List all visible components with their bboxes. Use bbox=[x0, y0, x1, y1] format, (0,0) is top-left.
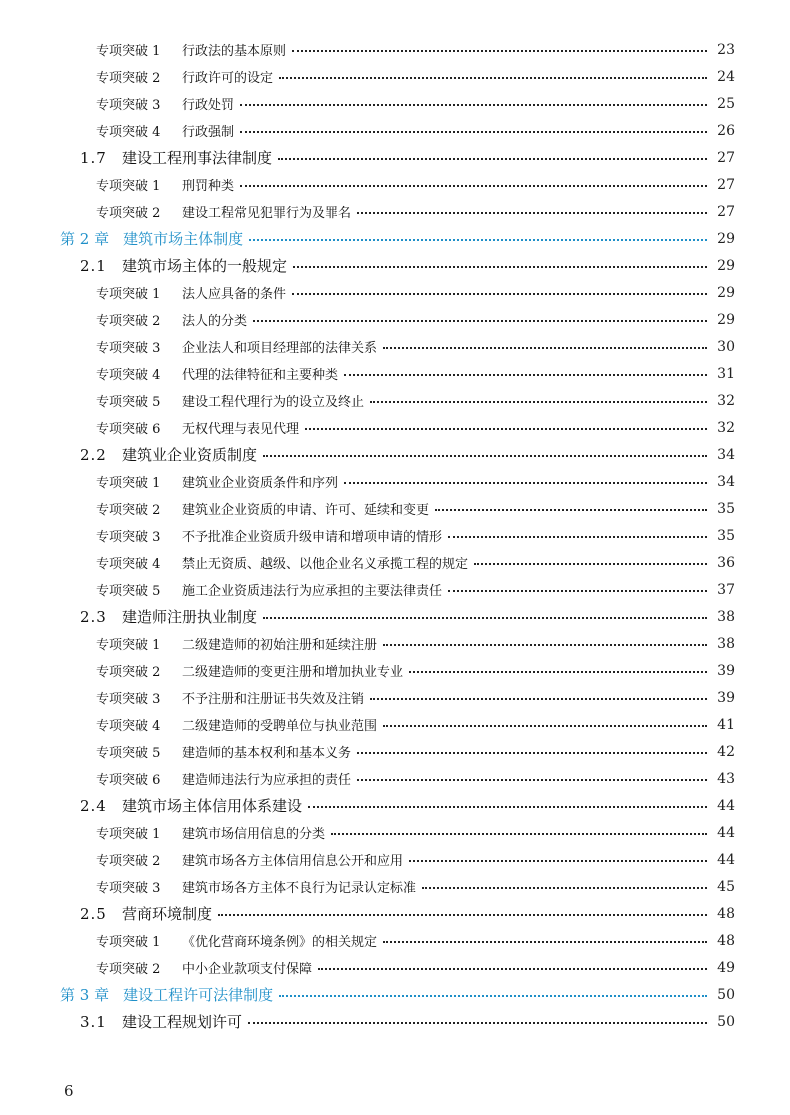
toc-entry-title: 建造师注册执业制度 bbox=[122, 608, 258, 626]
dot-leader bbox=[474, 563, 707, 565]
toc-entry-number: 专项突破 6 bbox=[96, 422, 161, 437]
toc-entry-number: 专项突破 4 bbox=[96, 557, 161, 572]
dot-leader bbox=[409, 860, 707, 862]
toc-entry-page: 23 bbox=[717, 41, 735, 58]
toc-entry-page: 49 bbox=[717, 959, 735, 976]
toc-entry-number: 专项突破 4 bbox=[96, 719, 161, 734]
toc-entry-number: 专项突破 2 bbox=[96, 962, 161, 977]
toc-subsection-entry[interactable] bbox=[60, 846, 735, 873]
dot-leader bbox=[383, 725, 707, 727]
toc-entry-number: 专项突破 2 bbox=[96, 314, 161, 329]
toc-entry-page: 43 bbox=[717, 770, 735, 787]
table-of-contents bbox=[60, 36, 735, 1035]
toc-entry-number: 专项突破 5 bbox=[96, 746, 161, 761]
toc-entry-number: 专项突破 1 bbox=[96, 827, 161, 842]
toc-subsection-entry[interactable] bbox=[60, 657, 735, 684]
dot-leader bbox=[383, 347, 707, 349]
dot-leader bbox=[344, 374, 707, 376]
toc-entry-title: 建筑市场主体的一般规定 bbox=[122, 257, 288, 275]
toc-entry-number: 专项突破 3 bbox=[96, 98, 161, 113]
toc-entry-page: 34 bbox=[717, 473, 735, 490]
toc-entry-number: 2.3 bbox=[80, 607, 107, 626]
toc-entry-title: 建设工程规划许可 bbox=[122, 1013, 243, 1031]
toc-entry-page: 39 bbox=[717, 689, 735, 706]
toc-entry-title: 中小企业款项支付保障 bbox=[182, 962, 313, 977]
toc-subsection-entry[interactable] bbox=[60, 873, 735, 900]
toc-entry-number: 专项突破 2 bbox=[96, 503, 161, 518]
toc-subsection-entry[interactable] bbox=[60, 63, 735, 90]
toc-entry-page: 26 bbox=[717, 122, 735, 139]
toc-entry-number: 2.4 bbox=[80, 796, 107, 815]
toc-subsection-entry[interactable] bbox=[60, 819, 735, 846]
toc-entry-number: 专项突破 3 bbox=[96, 341, 161, 356]
toc-section-entry[interactable] bbox=[60, 900, 735, 927]
dot-leader bbox=[292, 50, 707, 52]
toc-entry-number: 1.7 bbox=[80, 148, 107, 167]
toc-entry-title: 建筑市场各方主体不良行为记录认定标准 bbox=[182, 881, 417, 896]
toc-entry-number: 专项突破 1 bbox=[96, 44, 161, 59]
toc-entry-page: 34 bbox=[717, 446, 735, 463]
toc-entry-page: 27 bbox=[717, 176, 735, 193]
toc-entry-page: 29 bbox=[717, 230, 735, 247]
toc-section-entry[interactable] bbox=[60, 603, 735, 630]
toc-entry-number: 专项突破 4 bbox=[96, 125, 161, 140]
toc-entry-title: 建造师的基本权利和基本义务 bbox=[182, 746, 352, 761]
dot-leader bbox=[370, 401, 707, 403]
toc-entry-page: 32 bbox=[717, 392, 735, 409]
toc-subsection-entry[interactable] bbox=[60, 306, 735, 333]
toc-subsection-entry[interactable] bbox=[60, 711, 735, 738]
toc-section-entry[interactable] bbox=[60, 441, 735, 468]
dot-leader bbox=[279, 77, 707, 79]
dot-leader bbox=[292, 293, 707, 295]
dot-leader bbox=[263, 617, 707, 619]
toc-entry-title: 代理的法律特征和主要种类 bbox=[182, 368, 339, 383]
toc-entry-title: 法人应具备的条件 bbox=[182, 287, 287, 302]
toc-entry-title: 行政强制 bbox=[182, 125, 235, 140]
toc-section-entry[interactable] bbox=[60, 792, 735, 819]
toc-entry-number: 专项突破 1 bbox=[96, 179, 161, 194]
toc-subsection-entry[interactable] bbox=[60, 765, 735, 792]
toc-entry-page: 50 bbox=[717, 986, 735, 1003]
toc-section-entry[interactable] bbox=[60, 252, 735, 279]
dot-leader bbox=[357, 752, 707, 754]
dot-leader bbox=[344, 482, 707, 484]
dot-leader bbox=[249, 239, 707, 241]
toc-entry-number: 专项突破 2 bbox=[96, 206, 161, 221]
toc-entry-number: 专项突破 2 bbox=[96, 71, 161, 86]
toc-section-entry[interactable] bbox=[60, 1008, 735, 1035]
dot-leader bbox=[279, 995, 707, 997]
toc-entry-title: 二级建造师的受聘单位与执业范围 bbox=[182, 719, 378, 734]
toc-subsection-entry[interactable] bbox=[60, 495, 735, 522]
toc-entry-page: 45 bbox=[717, 878, 735, 895]
dot-leader bbox=[331, 833, 707, 835]
toc-entry-title: 建筑市场主体制度 bbox=[123, 230, 244, 248]
toc-entry-page: 29 bbox=[717, 311, 735, 328]
toc-entry-title: 二级建造师的初始注册和延续注册 bbox=[182, 638, 378, 653]
dot-leader bbox=[308, 806, 707, 808]
toc-entry-title: 不予批准企业资质升级申请和增项申请的情形 bbox=[182, 530, 443, 545]
dot-leader bbox=[240, 185, 707, 187]
dot-leader bbox=[218, 914, 707, 916]
toc-entry-number: 专项突破 1 bbox=[96, 638, 161, 653]
toc-entry-number: 2.2 bbox=[80, 445, 107, 464]
toc-entry-page: 35 bbox=[717, 500, 735, 517]
dot-leader bbox=[370, 698, 707, 700]
toc-entry-page: 38 bbox=[717, 608, 735, 625]
toc-entry-title: 行政法的基本原则 bbox=[182, 44, 287, 59]
toc-entry-number: 专项突破 4 bbox=[96, 368, 161, 383]
toc-entry-page: 41 bbox=[717, 716, 735, 733]
dot-leader bbox=[357, 779, 707, 781]
toc-subsection-entry[interactable] bbox=[60, 684, 735, 711]
toc-entry-title: 建筑市场主体信用体系建设 bbox=[122, 797, 303, 815]
toc-entry-number: 专项突破 2 bbox=[96, 665, 161, 680]
toc-entry-number: 专项突破 2 bbox=[96, 854, 161, 869]
toc-entry-page: 44 bbox=[717, 851, 735, 868]
dot-leader bbox=[409, 671, 707, 673]
toc-chapter-entry[interactable] bbox=[60, 981, 735, 1008]
toc-subsection-entry[interactable] bbox=[60, 36, 735, 63]
toc-entry-title: 刑罚种类 bbox=[182, 179, 235, 194]
toc-subsection-entry[interactable] bbox=[60, 522, 735, 549]
toc-entry-page: 24 bbox=[717, 68, 735, 85]
toc-entry-title: 行政处罚 bbox=[182, 98, 235, 113]
dot-leader bbox=[448, 590, 707, 592]
toc-entry-title: 建筑业企业资质的申请、许可、延续和变更 bbox=[182, 503, 430, 518]
toc-entry-number: 专项突破 1 bbox=[96, 935, 161, 950]
toc-entry-page: 32 bbox=[717, 419, 735, 436]
toc-entry-page: 50 bbox=[717, 1013, 735, 1030]
toc-entry-number: 专项突破 3 bbox=[96, 692, 161, 707]
toc-entry-title: 不予注册和注册证书失效及注销 bbox=[182, 692, 365, 707]
toc-entry-title: 施工企业资质违法行为应承担的主要法律责任 bbox=[182, 584, 443, 599]
toc-subsection-entry[interactable] bbox=[60, 549, 735, 576]
toc-entry-page: 48 bbox=[717, 905, 735, 922]
dot-leader bbox=[240, 104, 707, 106]
toc-entry-page: 48 bbox=[717, 932, 735, 949]
toc-entry-title: 建筑业企业资质制度 bbox=[122, 446, 258, 464]
toc-entry-page: 27 bbox=[717, 149, 735, 166]
toc-entry-title: 建设工程许可法律制度 bbox=[123, 986, 274, 1004]
toc-entry-number: 专项突破 6 bbox=[96, 773, 161, 788]
toc-subsection-entry[interactable] bbox=[60, 117, 735, 144]
dot-leader bbox=[422, 887, 707, 889]
dot-leader bbox=[448, 536, 707, 538]
toc-entry-page: 25 bbox=[717, 95, 735, 112]
toc-entry-page: 38 bbox=[717, 635, 735, 652]
toc-subsection-entry[interactable] bbox=[60, 279, 735, 306]
toc-entry-title: 企业法人和项目经理部的法律关系 bbox=[182, 341, 378, 356]
toc-subsection-entry[interactable] bbox=[60, 387, 735, 414]
toc-subsection-entry[interactable] bbox=[60, 738, 735, 765]
toc-entry-title: 建筑市场信用信息的分类 bbox=[182, 827, 326, 842]
toc-entry-number: 第 3 章 bbox=[60, 986, 110, 1004]
toc-entry-number: 专项突破 5 bbox=[96, 584, 161, 599]
toc-entry-number: 专项突破 1 bbox=[96, 476, 161, 491]
toc-entry-title: 建设工程刑事法律制度 bbox=[122, 149, 273, 167]
toc-subsection-entry[interactable] bbox=[60, 468, 735, 495]
toc-entry-page: 29 bbox=[717, 257, 735, 274]
toc-subsection-entry[interactable] bbox=[60, 360, 735, 387]
dot-leader bbox=[305, 428, 707, 430]
toc-entry-page: 44 bbox=[717, 824, 735, 841]
dot-leader bbox=[357, 212, 707, 214]
toc-subsection-entry[interactable] bbox=[60, 333, 735, 360]
toc-subsection-entry[interactable] bbox=[60, 927, 735, 954]
dot-leader bbox=[383, 644, 707, 646]
toc-entry-page: 36 bbox=[717, 554, 735, 571]
dot-leader bbox=[278, 158, 707, 160]
toc-entry-page: 42 bbox=[717, 743, 735, 760]
dot-leader bbox=[240, 131, 707, 133]
toc-entry-title: 建筑业企业资质条件和序列 bbox=[182, 476, 339, 491]
toc-entry-title: 无权代理与表见代理 bbox=[182, 422, 300, 437]
toc-entry-number: 专项突破 5 bbox=[96, 395, 161, 410]
toc-entry-page: 31 bbox=[717, 365, 735, 382]
toc-entry-page: 27 bbox=[717, 203, 735, 220]
dot-leader bbox=[263, 455, 707, 457]
dot-leader bbox=[293, 266, 707, 268]
toc-entry-title: 营商环境制度 bbox=[122, 905, 213, 923]
toc-subsection-entry[interactable] bbox=[60, 576, 735, 603]
toc-entry-page: 30 bbox=[717, 338, 735, 355]
dot-leader bbox=[318, 968, 707, 970]
toc-entry-title: 禁止无资质、越级、以他企业名义承揽工程的规定 bbox=[182, 557, 469, 572]
dot-leader bbox=[253, 320, 707, 322]
toc-entry-number: 专项突破 3 bbox=[96, 881, 161, 896]
toc-entry-title: 建筑市场各方主体信用信息公开和应用 bbox=[182, 854, 404, 869]
toc-subsection-entry[interactable] bbox=[60, 90, 735, 117]
toc-entry-page: 44 bbox=[717, 797, 735, 814]
toc-entry-title: 《优化营商环境条例》的相关规定 bbox=[182, 935, 378, 950]
toc-entry-number: 第 2 章 bbox=[60, 230, 110, 248]
toc-chapter-entry[interactable] bbox=[60, 225, 735, 252]
toc-entry-page: 35 bbox=[717, 527, 735, 544]
toc-subsection-entry[interactable] bbox=[60, 171, 735, 198]
toc-subsection-entry[interactable] bbox=[60, 954, 735, 981]
toc-subsection-entry[interactable] bbox=[60, 414, 735, 441]
dot-leader bbox=[248, 1022, 707, 1024]
toc-entry-title: 法人的分类 bbox=[182, 314, 248, 329]
toc-entry-title: 二级建造师的变更注册和增加执业专业 bbox=[182, 665, 404, 680]
toc-entry-number: 专项突破 3 bbox=[96, 530, 161, 545]
toc-entry-page: 39 bbox=[717, 662, 735, 679]
toc-section-entry[interactable] bbox=[60, 144, 735, 171]
toc-entry-title: 建设工程常见犯罪行为及罪名 bbox=[182, 206, 352, 221]
toc-subsection-entry[interactable] bbox=[60, 630, 735, 657]
toc-entry-number: 2.1 bbox=[80, 256, 107, 275]
toc-entry-page: 29 bbox=[717, 284, 735, 301]
toc-entry-number: 专项突破 1 bbox=[96, 287, 161, 302]
dot-leader bbox=[435, 509, 707, 511]
toc-entry-page: 37 bbox=[717, 581, 735, 598]
dot-leader bbox=[383, 941, 707, 943]
toc-entry-number: 3.1 bbox=[80, 1012, 107, 1031]
page-number: 6 bbox=[64, 1082, 74, 1100]
toc-subsection-entry[interactable] bbox=[60, 198, 735, 225]
toc-entry-title: 行政许可的设定 bbox=[182, 71, 274, 86]
toc-entry-title: 建造师违法行为应承担的责任 bbox=[182, 773, 352, 788]
toc-entry-number: 2.5 bbox=[80, 904, 107, 923]
toc-entry-title: 建设工程代理行为的设立及终止 bbox=[182, 395, 365, 410]
